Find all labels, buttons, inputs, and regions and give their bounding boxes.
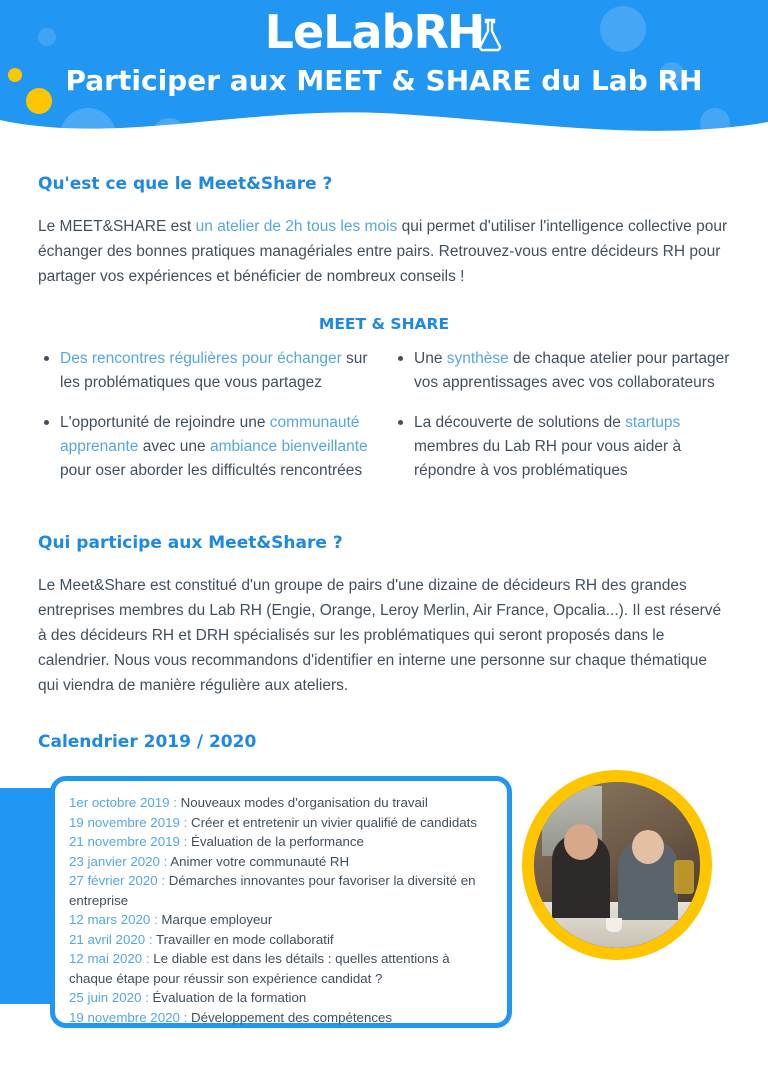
calendar-date: 23 janvier 2020 : (69, 853, 171, 869)
highlight-text: communauté apprenante (60, 414, 360, 455)
text-part: Une (414, 350, 447, 367)
heading-what-is: Qu'est ce que le Meet&Share ? (38, 174, 333, 194)
calendar-topic: Animer votre communauté RH (170, 853, 350, 869)
page-footer (0, 1070, 768, 1086)
list-item (69, 832, 493, 852)
text-part: pour oser aborder les difficultés rencontrées (60, 462, 363, 479)
page-title: Participer aux MEET & SHARE du Lab RH (65, 64, 703, 97)
benefits-lists (38, 347, 730, 499)
logo-text-lelab: LeLab (264, 5, 414, 59)
calendar-date: 19 novembre 2020 : (69, 1009, 191, 1025)
calendar-date: 19 novembre 2019 : (69, 814, 191, 830)
list-item (69, 930, 493, 950)
list-item (69, 1008, 493, 1028)
heading-calendar: Calendrier 2019 / 2020 (38, 732, 257, 752)
header-wave-divider (0, 102, 768, 140)
list-item (69, 910, 493, 930)
calendar-date: 27 février 2020 : (69, 873, 169, 888)
calendar-date: 21 novembre 2019 : (69, 834, 191, 849)
calendar-topic: Marque employeur (161, 912, 273, 927)
highlight-text: ambiance bienveillante (209, 438, 368, 455)
paragraph-what-is (38, 214, 730, 289)
page-content (0, 174, 768, 1040)
logo-text-rh: RH (413, 5, 484, 59)
photo-image (534, 782, 700, 948)
list-item (69, 871, 493, 910)
calendar-topic: Le diable est dans les détails : quelles attentions à chaque étape pour réussir son expérience candidat ? (69, 951, 450, 986)
calendar-date: 12 mai 2020 : (69, 951, 154, 966)
highlight-atelier: un atelier de 2h tous les mois (195, 218, 398, 235)
calendar-topic: Évaluation de la performance (190, 834, 364, 849)
calendar-topic: Travailler en mode collaboratif (155, 931, 334, 947)
paragraph-who-participates: Le Meet&Share est constitué d'un groupe de pairs d'une dizaine de décideurs RH des grandes entreprises membres du Lab RH (Engie, Orange, Leroy Merlin, Air France, Opcalia...). Il est réservé à des décideurs RH et DRH spécialisés sur les problématiques qui seront proposés dans le calendrier. Nous vous recommandons d'identifier en interne une personne sur chaque thématique qui viendra de manière régulière aux ateliers. (38, 577, 722, 694)
calendar-date: 12 mars 2020 : (69, 912, 162, 927)
text-part: La découverte de solutions de (414, 414, 626, 431)
page-header (0, 0, 768, 140)
photo-person-right-head (632, 830, 664, 864)
calendar-date: 1er octobre 2019 : (69, 795, 181, 810)
photo-person-left-head (564, 824, 598, 860)
list-item (69, 813, 493, 833)
brand-logo (0, 4, 768, 60)
text-part: qui permet d'utiliser l'intelligence collective pour échanger des bonnes pratiques managériales entre pairs. Retrouvez-vous entre décideurs RH pour partager vos expériences et bénéficier de nombreux conseils ! (38, 218, 728, 285)
list-item (69, 988, 493, 1008)
calendar-topic: Évaluation de la formation (152, 990, 307, 1005)
flask-icon (477, 8, 503, 42)
list-item (69, 949, 493, 988)
list-item (69, 793, 493, 813)
calendar-topic: Développement des compétences (190, 1009, 393, 1025)
list-item (412, 347, 730, 395)
calendar-box (50, 776, 512, 1028)
text-part: avec une (138, 438, 210, 455)
text-part: L'opportunité de rejoindre une (60, 414, 270, 431)
calendar-topic: Créer et entretenir un vivier qualifié de candidats (190, 814, 478, 830)
list-item (412, 411, 730, 483)
calendar-section (38, 770, 730, 1040)
calendar-topic: Démarches innovantes pour favoriser la diversité en entreprise (69, 873, 476, 908)
text-part: membres du Lab RH pour vous aider à répondre à vos problématiques (414, 438, 682, 479)
list-item (69, 852, 493, 872)
benefits-column-right (392, 347, 730, 499)
subheading-meet-share: MEET & SHARE (318, 315, 450, 333)
text-part: sur les problématiques que vous partagez (60, 350, 368, 391)
photo-cup (606, 918, 622, 932)
calendar-topic: Nouveaux modes d'organisation du travail (180, 795, 428, 810)
photo-lamp (674, 860, 694, 894)
photo-circle (522, 770, 712, 960)
highlight-text: Des rencontres régulières pour échanger (60, 350, 342, 367)
heading-who-participates: Qui participe aux Meet&Share ? (38, 533, 343, 553)
highlight-text: startups (625, 414, 681, 431)
highlight-text: synthèse (446, 350, 509, 367)
list-item (58, 411, 376, 483)
text-part: de chaque atelier pour partager vos apprentissages avec vos collaborateurs (414, 350, 730, 391)
text-part: Le MEET&SHARE est (38, 218, 196, 235)
calendar-list (69, 793, 493, 1027)
benefits-column-left (38, 347, 376, 499)
list-item (58, 347, 376, 395)
calendar-date: 25 juin 2020 : (69, 990, 153, 1005)
calendar-date: 21 avril 2020 : (69, 931, 156, 947)
